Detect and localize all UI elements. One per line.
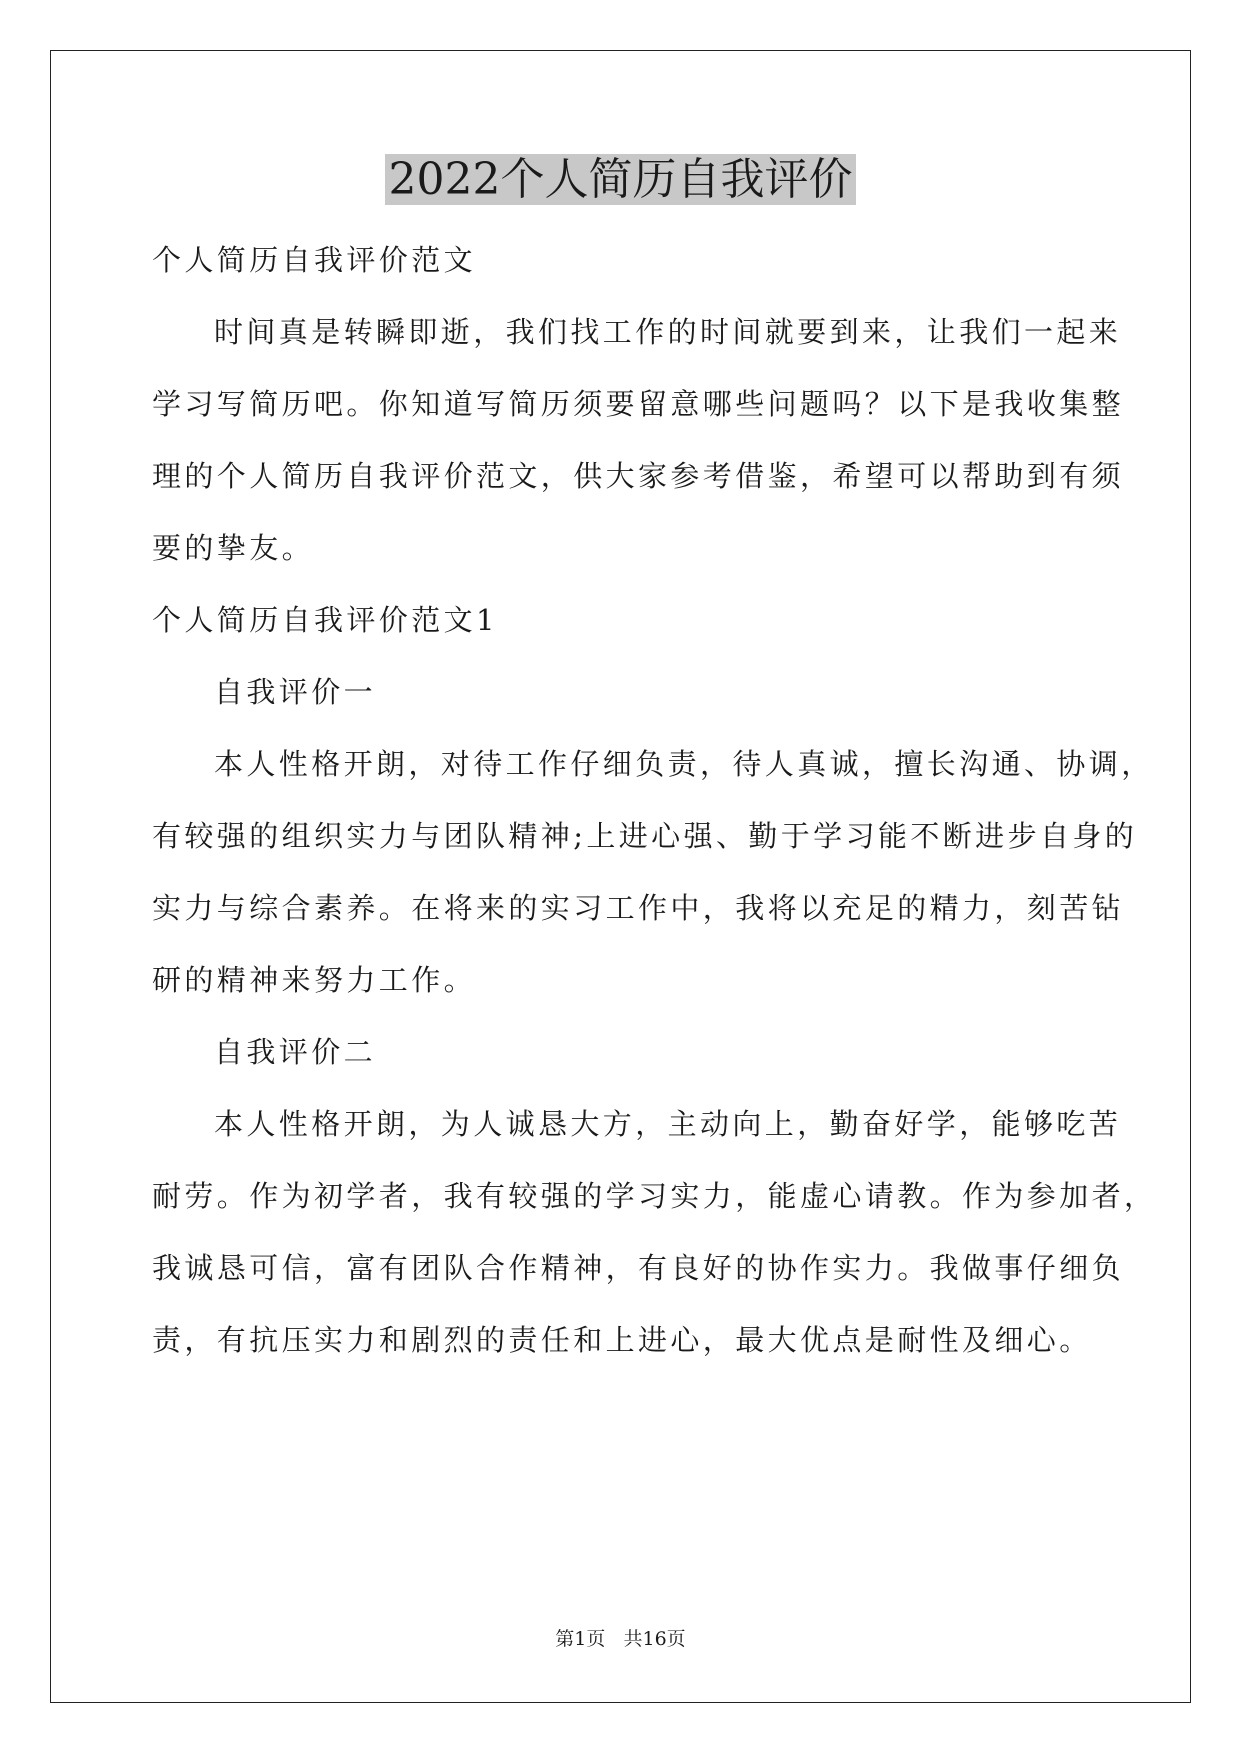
subsection-heading: 自我评价二 xyxy=(214,1035,377,1069)
paragraph-line: 时间真是转瞬即逝，我们找工作的时间就要到来，让我们一起来 xyxy=(214,315,1122,349)
paragraph-line: 实力与综合素养。在将来的实习工作中，我将以充足的精力，刻苦钻 xyxy=(152,891,1125,925)
paragraph-line: 研的精神来努力工作。 xyxy=(152,963,477,997)
paragraph-line: 我诚恳可信，富有团队合作精神，有良好的协作实力。我做事仔细负 xyxy=(152,1251,1125,1285)
paragraph-line: 耐劳。作为初学者，我有较强的学习实力，能虚心请教。作为参加者， xyxy=(152,1179,1157,1213)
section-heading: 个人简历自我评价范文 xyxy=(152,243,477,277)
document-title-text: 2022个人简历自我评价 xyxy=(385,154,857,205)
paragraph-line: 要的挚友。 xyxy=(152,531,315,565)
section-heading: 个人简历自我评价范文1 xyxy=(152,603,498,637)
page-number-footer: 第1页 共16页 xyxy=(555,1628,686,1650)
paragraph-line: 理的个人简历自我评价范文，供大家参考借鉴，希望可以帮助到有须 xyxy=(152,459,1125,493)
document-title xyxy=(0,150,1241,210)
paragraph-line: 本人性格开朗，为人诚恳大方，主动向上，勤奋好学，能够吃苦 xyxy=(214,1107,1122,1141)
paragraph-line: 学习写简历吧。你知道写简历须要留意哪些问题吗？以下是我收集整 xyxy=(152,387,1125,421)
paragraph-line: 有较强的组织实力与团队精神;上进心强、勤于学习能不断进步自身的 xyxy=(152,819,1138,853)
paragraph-line: 本人性格开朗，对待工作仔细负责，待人真诚，擅长沟通、协调， xyxy=(214,747,1154,781)
paragraph-line: 责，有抗压实力和剧烈的责任和上进心，最大优点是耐性及细心。 xyxy=(152,1323,1092,1357)
subsection-heading: 自我评价一 xyxy=(214,675,377,709)
page-border xyxy=(50,50,1191,1703)
